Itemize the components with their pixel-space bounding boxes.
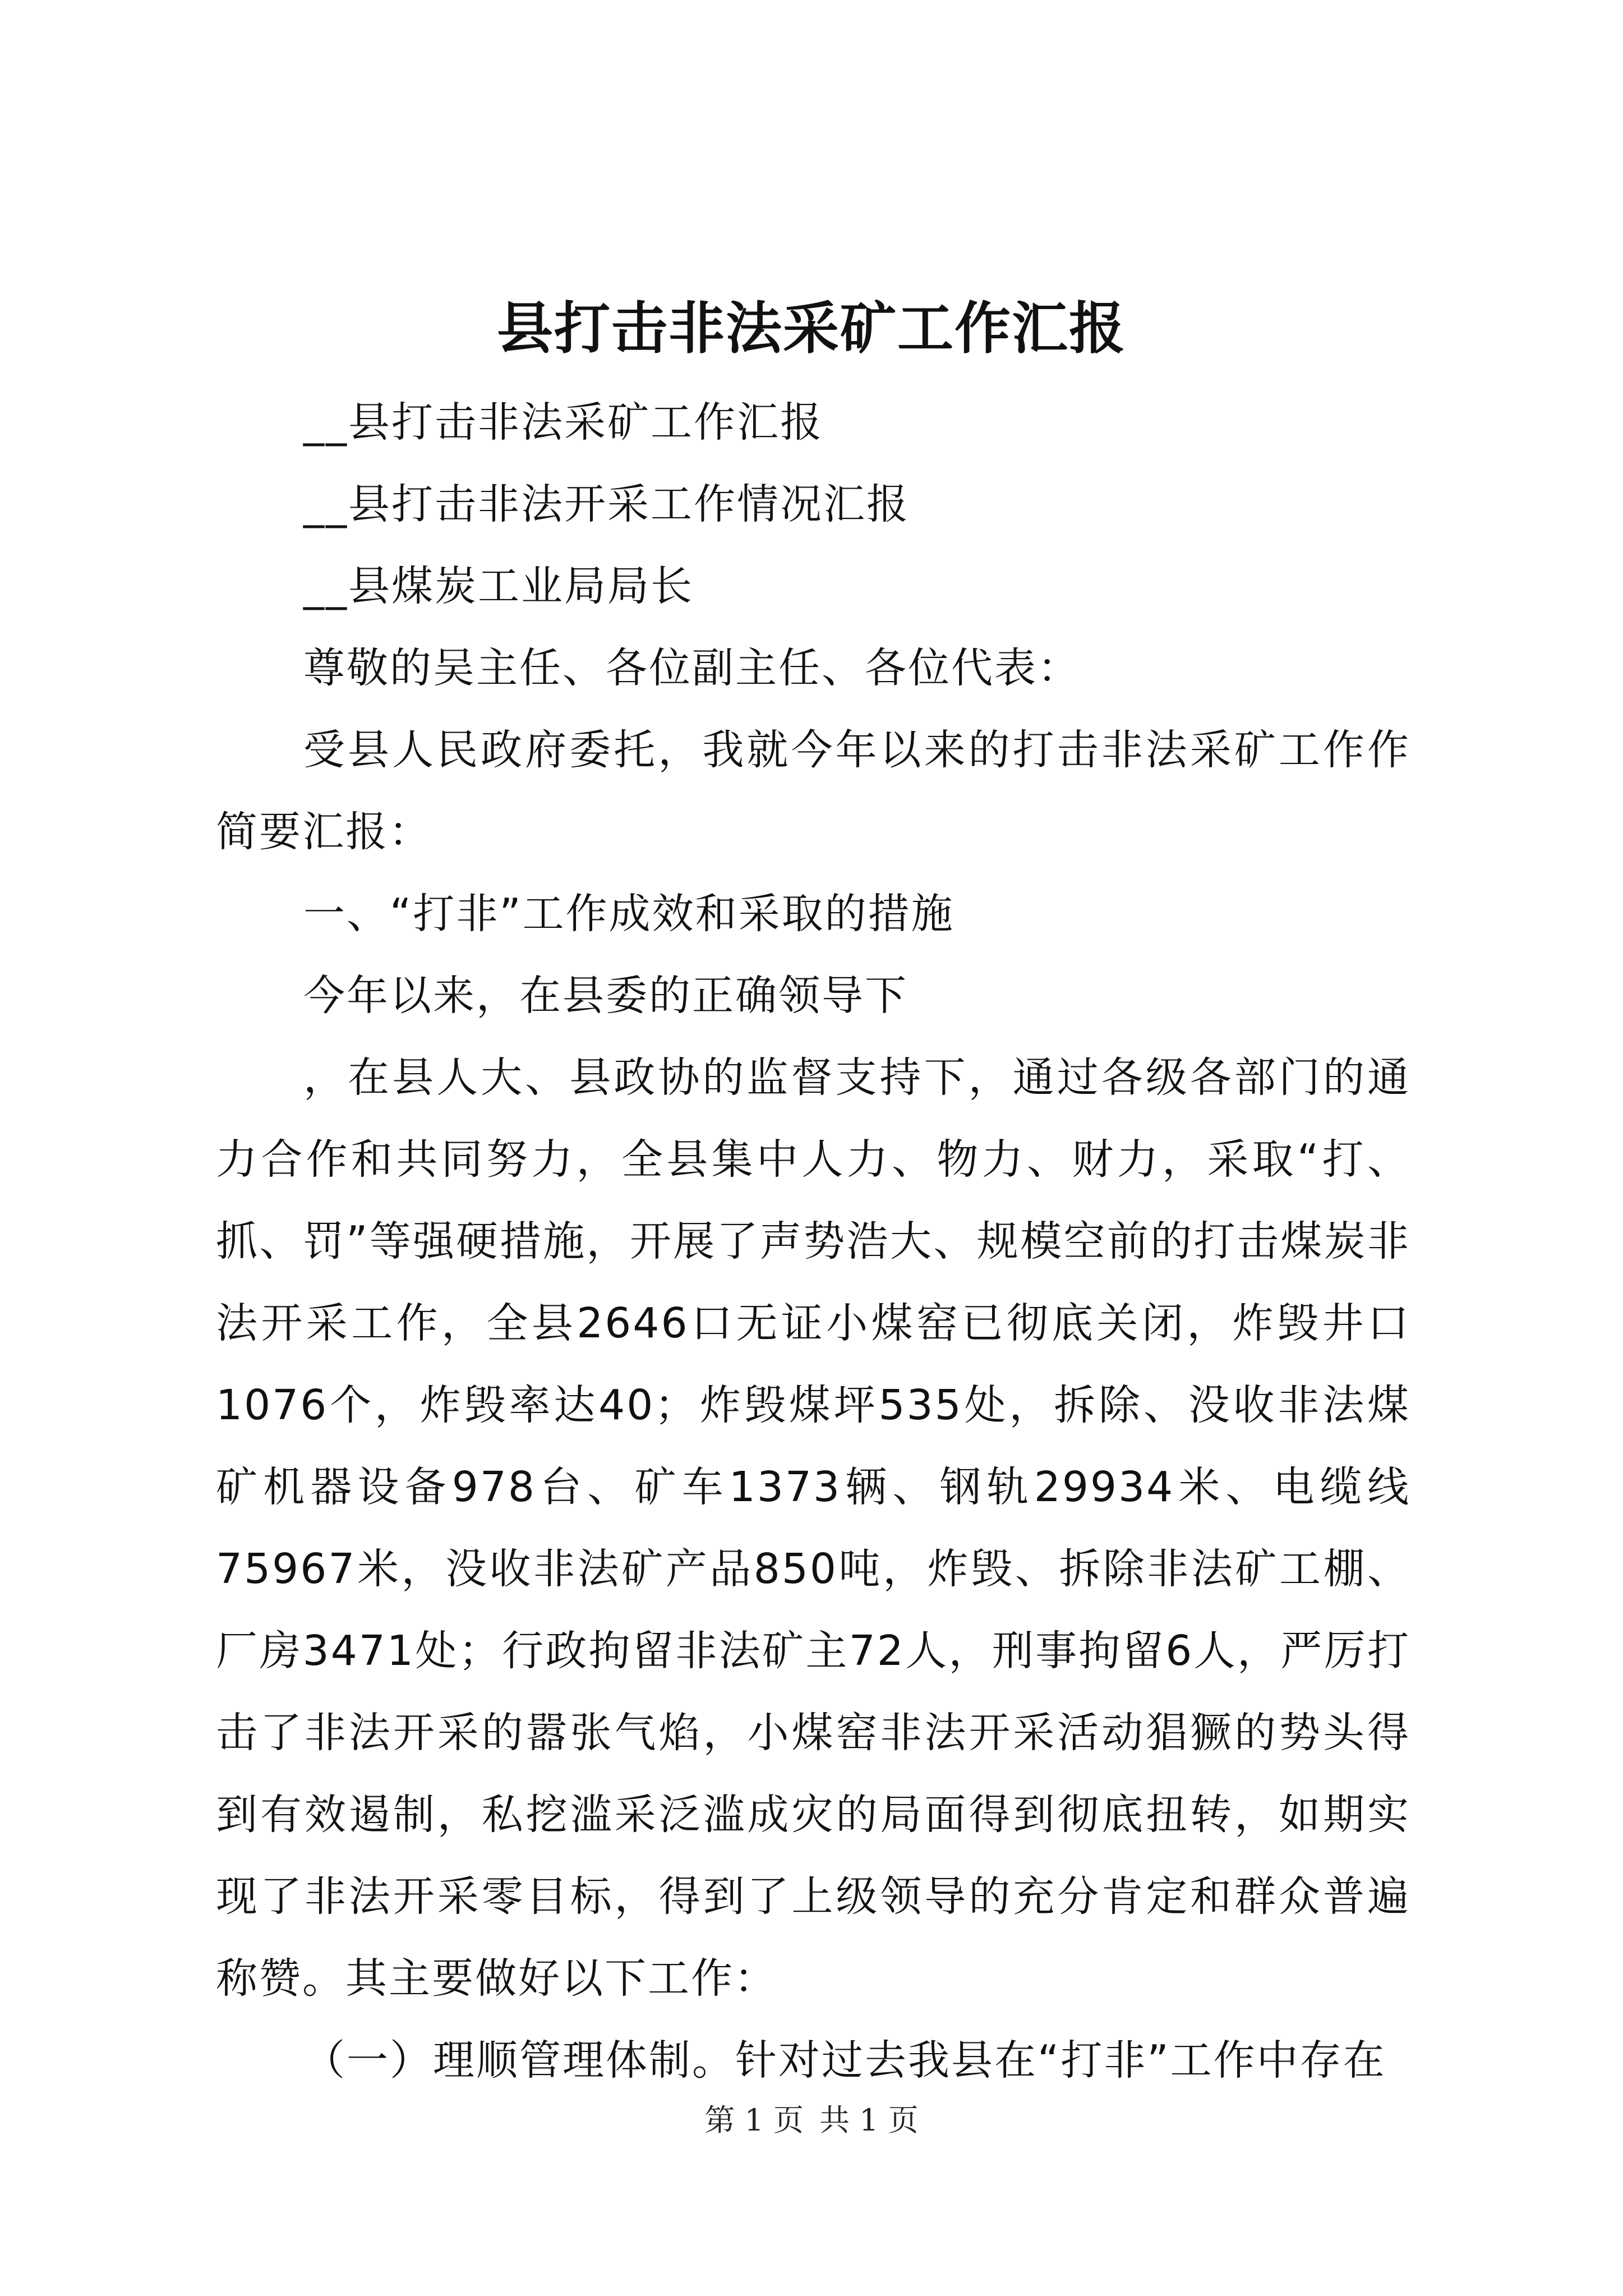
page-footer — [0, 2101, 1623, 2140]
page-number: 第 1 页 — [704, 2102, 804, 2138]
section-heading: 一、“打非”工作成效和采取的措施 — [303, 890, 955, 938]
paragraph-report-title: __县打击非法开采工作情况汇报 — [303, 480, 910, 528]
paragraph-speaker: __县煤炭工业局局长 — [303, 562, 694, 610]
paragraph-results: ，在县人大、县政协的监督支持下，通过各级各部门的通力合作和共同努力，全县集中人力、物力、财力，采取“打、抓、罚”等强硬措施，开展了声势浩大、规模空前的打击煤炭非法开采工作，全县2646口无证小煤窑已彻底关闭，炸毁井口1076个，炸毁率达40；炸毁煤坪535处，拆除、没收非法煤矿机器设备978台、矿车1373辆、钢轨29934米、电缆线75967米，没收非法矿产品850吨，炸毁、拆除非法矿工棚、厂房3471处；行政拘留非法矿主72人，刑事拘留6人，严厉打击了非法开采的嚣张气焰，小煤窑非法开采活动猖獗的势头得到有效遏制，私挖滥采泛滥成灾的局面得到彻底扭转，如期实现了非法开采零目标，得到了上级领导的充分肯定和群众普遍称赞。其主要做好以下工作： — [216, 1053, 1410, 2003]
page-total: 共 1 页 — [819, 2102, 919, 2138]
paragraph-intro: 受县人民政府委托，我就今年以来的打击非法采矿工作作简要汇报： — [216, 726, 1410, 856]
paragraph-salutation: 尊敬的吴主任、各位副主任、各位代表： — [303, 644, 1081, 692]
document-title: 县打击非法采矿工作汇报 — [497, 295, 1126, 361]
document-body — [216, 381, 1410, 2101]
paragraph-subject: __县打击非法采矿工作汇报 — [303, 398, 823, 447]
paragraph-leadership: 今年以来，在县委的正确领导下 — [303, 972, 908, 1020]
subsection-heading: （一）理顺管理体制。针对过去我县在“打非”工作中存在 — [303, 2036, 1386, 2085]
